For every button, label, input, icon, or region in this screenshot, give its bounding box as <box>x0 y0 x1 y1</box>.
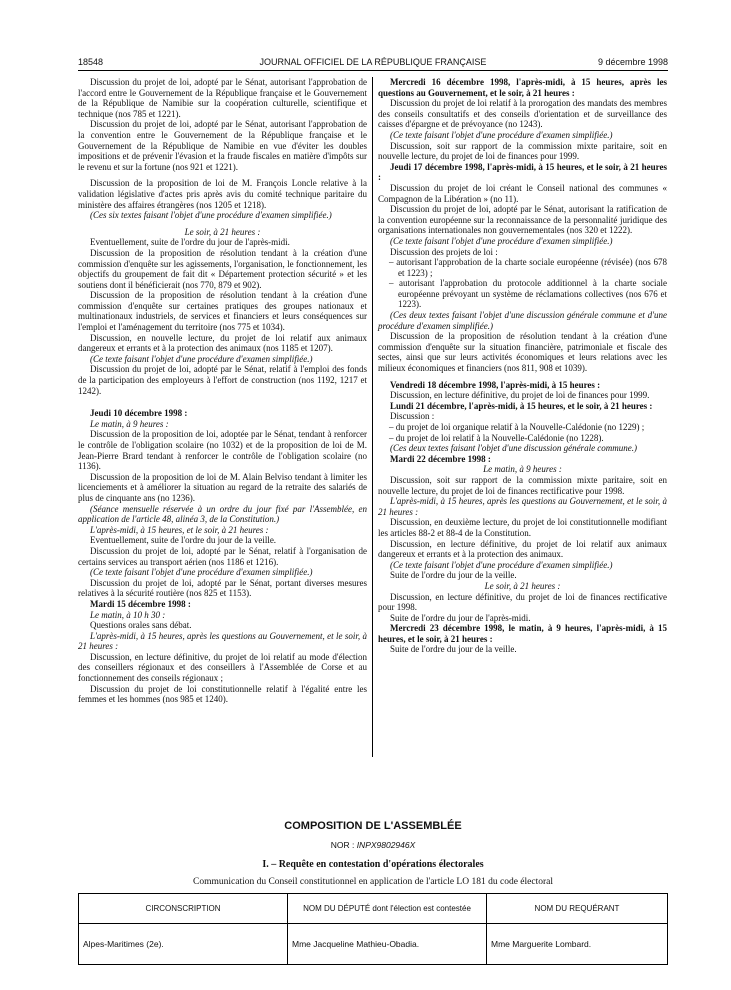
paragraph: Discussion, soit sur rapport de la commission mixte paritaire, soit en nouvelle lecture, du projet de loi de finances pour 1999. <box>378 140 667 162</box>
paragraph: Suite de l'ordre du jour de la veille. <box>390 570 517 581</box>
paragraph: Discussion du projet de loi, adopté par le Sénat, autorisant l'approbation de l'accord entre le Gouvernement de la République française et le Gouvernement de la République de Namibie sur la coopération culturelle, scientifique et technique (nos 785 et 1221). <box>78 77 367 119</box>
table-cell: Alpes-Maritimes (2e). <box>79 924 288 965</box>
list-item: – autorisant l'approbation de la charte sociale européenne (révisée) (nos 678 et 1223) ; <box>389 257 667 278</box>
time-heading: Le soir, à 21 heures : <box>484 580 561 591</box>
time-heading: L'après-midi, à 15 heures, après les questions au Gouvernement, et le soir, à 21 heures : <box>78 630 367 652</box>
table-row <box>79 924 668 965</box>
paragraph: Discussion de la proposition de résolution tendant à la création d'une commission d'enquête sur la situation financière, patrimoniale et fiscale des sectes, ainsi que sur leurs activités économiques et leurs relations avec les milieux économiques et financiers (nos 811, 908 et 1039). <box>378 331 667 374</box>
time-heading: L'après-midi, à 15 heures, après les questions au Gouvernement, et le soir, à 21 heures : <box>378 496 667 517</box>
paragraph: Discussion du projet de loi créant le Conseil national des communes « Compagnon de la Libération » (no 11). <box>378 182 667 204</box>
paragraph: Discussion de la proposition de résolution tendant à la création d'une commission d'enquête sur les agissements, l'organisation, le fonctionnement, les objectifs du groupement de fait dit « Département protection sécurité » et les soutiens dont il bénéficierait (nos 770, 879 et 902). <box>78 247 367 290</box>
journal-title: JOURNAL OFFICIEL DE LA RÉPUBLIQUE FRANÇAISE <box>259 57 487 67</box>
list-item: – autorisant l'approbation du protocole additionnel à la charte sociale européenne prévoyant un système de réclamations collectives (nos 676 et 1223). <box>389 278 667 310</box>
paragraph: Discussion, en lecture définitive, du projet de loi relatif au mode d'élection des conseillers régionaux et des conseillers à l'Assemblée de Corse et au fonctionnement des conseils régionaux ; <box>78 651 367 684</box>
day-heading: Mercredi 16 décembre 1998, l'après-midi, à 15 heures, après les questions au Gouvernement, et le soir, à 21 heures : <box>378 77 667 98</box>
paragraph: Discussion, en lecture définitive, du projet de loi relatif aux animaux dangereux et errants et à la protection des animaux. <box>378 538 667 560</box>
paragraph: Discussion du projet de loi constitutionnelle relatif à l'égalité entre les femmes et les hommes (nos 985 et 1240). <box>78 683 367 705</box>
right-column <box>378 77 667 655</box>
paragraph: Discussion du projet de loi, adopté par le Sénat, autorisant l'approbation de la convention entre le Gouvernement de la République française et le Gouvernement de la République de Namibie en vue d'éviter les doubles impositions et de prévenir l'évasion et la fraude fiscales en matière d'impôts sur le revenu et sur la fortune (nos 921 et 1221). <box>78 119 367 172</box>
column-separator <box>372 77 373 757</box>
paragraph: Discussion, soit sur rapport de la commission mixte paritaire, soit en nouvelle lecture, du projet de loi de finances rectificative pour 1998. <box>378 474 667 496</box>
page-header <box>78 57 668 71</box>
note: (Ce texte faisant l'objet d'une procédure d'examen simplifiée.) <box>390 559 613 570</box>
header-rule <box>78 70 668 71</box>
day-heading: Vendredi 18 décembre 1998, l'après-midi, à 15 heures : <box>390 379 601 390</box>
paragraph: Discussion du projet de loi, adopté par le Sénat, autorisant la ratification de la convention européenne sur la reconnaissance de la personnalité juridique des organisations internationales non gouvernementales (nos 320 et 1222). <box>378 204 667 236</box>
paragraph: Discussion de la proposition de résolution tendant à la création d'une commission d'enquête sur certaines pratiques des groupes nationaux et multinationaux industriels, de services et financiers et leurs conséquences sur l'emploi et l'aménagement du territoire (nos 775 et 1034). <box>78 290 367 333</box>
nor-label: NOR : <box>330 840 355 850</box>
day-heading: Jeudi 17 décembre 1998, l'après-midi, à 15 heures, et le soir, à 21 heures : <box>378 161 667 183</box>
paragraph: Suite de l'ordre du jour de la veille. <box>390 644 517 655</box>
list-item: – du projet de loi organique relatif à la Nouvelle-Calédonie (no 1229) ; <box>389 422 645 432</box>
paragraph: Discussion de la proposition de loi, adoptée par le Sénat, tendant à renforcer le contrôle de l'obligation scolaire (no 1032) et de la proposition de loi de M. Jean-Pierre Brard tendant à renforcer le contrôle de l'obligation scolaire (no 1136). <box>78 429 367 472</box>
note: (Ces deux textes faisant l'objet d'une discussion générale commune et d'une procédure d'examen simplifiée.) <box>378 310 667 331</box>
day-heading: Jeudi 10 décembre 1998 : <box>90 408 188 419</box>
paragraph: Discussion du projet de loi, adopté par le Sénat, relatif à l'emploi des fonds de la participation des employeurs à l'effort de construction (nos 1192, 1217 et 1242). <box>78 364 367 396</box>
composition-title: COMPOSITION DE L'ASSEMBLÉE <box>284 820 462 832</box>
note: (Ce texte faisant l'objet d'une procédure d'examen simplifiée.) <box>390 235 613 246</box>
table-header-row <box>79 894 668 924</box>
note: (Ces six textes faisant l'objet d'une procédure d'examen simplifiée.) <box>90 210 332 221</box>
note: (Ce texte faisant l'objet d'une procédure d'examen simplifiée.) <box>90 567 313 578</box>
paragraph: Discussion, en lecture définitive, du projet de loi de finances rectificative pour 1998. <box>378 591 667 613</box>
column-header: NOM DU DÉPUTÉ dont l'élection est contestée <box>288 894 487 924</box>
table-cell: Mme Marguerite Lombard. <box>487 924 668 965</box>
note: (Ces deux textes faisant l'objet d'une discussion générale commune.) <box>390 443 638 454</box>
left-column <box>78 77 367 705</box>
note: (Ce texte faisant l'objet d'une procédure d'examen simplifiée.) <box>90 353 313 364</box>
time-heading: Le matin, à 9 heures : <box>483 464 562 475</box>
note: (Séance mensuelle réservée à un ordre du jour fixé par l'Assemblée, en application de l'article 48, alinéa 3, de la Constitution.) <box>78 503 367 525</box>
column-header: CIRCONSCRIPTION <box>79 894 288 924</box>
time-heading: Le soir, à 21 heures : <box>184 226 261 237</box>
time-heading: Le matin, à 9 heures : <box>90 418 169 429</box>
contestation-table <box>78 893 668 965</box>
paragraph: Discussion : <box>390 411 435 422</box>
issue-date: 9 décembre 1998 <box>597 57 668 67</box>
note: (Ce texte faisant l'objet d'une procédure d'examen simplifiée.) <box>390 129 613 140</box>
list-item: – du projet de loi relatif à la Nouvelle-Calédonie (no 1228). <box>389 432 604 443</box>
nor-reference <box>78 840 668 850</box>
table-cell: Mme Jacqueline Mathieu-Obadia. <box>288 924 487 965</box>
day-heading: Mardi 22 décembre 1998 : <box>390 453 491 464</box>
paragraph: Questions orales sans débat. <box>90 620 192 631</box>
paragraph: Discussion des projets de loi : <box>390 246 498 257</box>
paragraph: Discussion du projet de loi relatif à la prorogation des mandats des membres des conseils consultatifs et des conseils d'orientation et de surveillance des caisses d'épargne et de prévoyance (no 1243). <box>378 98 667 130</box>
column-header: NOM DU REQUÉRANT <box>487 894 668 924</box>
day-heading: Mardi 15 décembre 1998 : <box>90 598 191 609</box>
communication-line: Communication du Conseil constitutionnel en application de l'article LO 181 du code électoral <box>193 877 553 887</box>
nor-value: INPX9802946X <box>356 840 416 850</box>
paragraph: Discussion du projet de loi, adopté par le Sénat, portant diverses mesures relatives à la sécurité routière (nos 825 et 1153). <box>78 577 367 599</box>
page-number: 18548 <box>78 57 104 67</box>
paragraph: Discussion de la proposition de loi de M. François Loncle relative à la validation législative d'actes pris après avis du comité technique paritaire du ministère des affaires étrangères (nos 1205 et 1218). <box>78 178 367 210</box>
day-heading: Lundi 21 décembre, l'après-midi, à 15 heures, et le soir, à 21 heures : <box>390 400 653 411</box>
paragraph: Discussion du projet de loi, adopté par le Sénat, relatif à l'organisation de certains services au transport aérien (nos 1186 et 1216). <box>78 545 367 567</box>
paragraph: Discussion, en deuxième lecture, du projet de loi constitutionnelle modifiant les articles 88-2 et 88-4 de la Constitution. <box>378 517 667 538</box>
paragraph: Discussion de la proposition de loi de M. Alain Belviso tendant à limiter les licenciements et à améliorer la situation au regard de la retraite des salariés de plus de cinquante ans (no 1236). <box>78 471 367 503</box>
paragraph: Discussion, en lecture définitive, du projet de loi de finances pour 1999. <box>390 390 650 401</box>
section-heading: I. – Requête en contestation d'opérations électorales <box>262 859 484 870</box>
day-heading: Mercredi 23 décembre 1998, le matin, à 9 heures, l'après-midi, à 15 heures, et le soir, à 21 heures : <box>378 623 667 644</box>
paragraph: Suite de l'ordre du jour de l'après-midi. <box>390 612 531 623</box>
paragraph: Discussion, en nouvelle lecture, du projet de loi relatif aux animaux dangereux et errants et à la protection des animaux (nos 1185 et 1207). <box>78 332 367 354</box>
time-heading: L'après-midi, à 15 heures, et le soir, à 21 heures : <box>90 524 269 535</box>
paragraph: Eventuellement, suite de l'ordre du jour de la veille. <box>90 535 277 546</box>
time-heading: Le matin, à 10 h 30 : <box>90 609 166 620</box>
paragraph: Eventuellement, suite de l'ordre du jour de l'après-midi. <box>90 237 290 248</box>
